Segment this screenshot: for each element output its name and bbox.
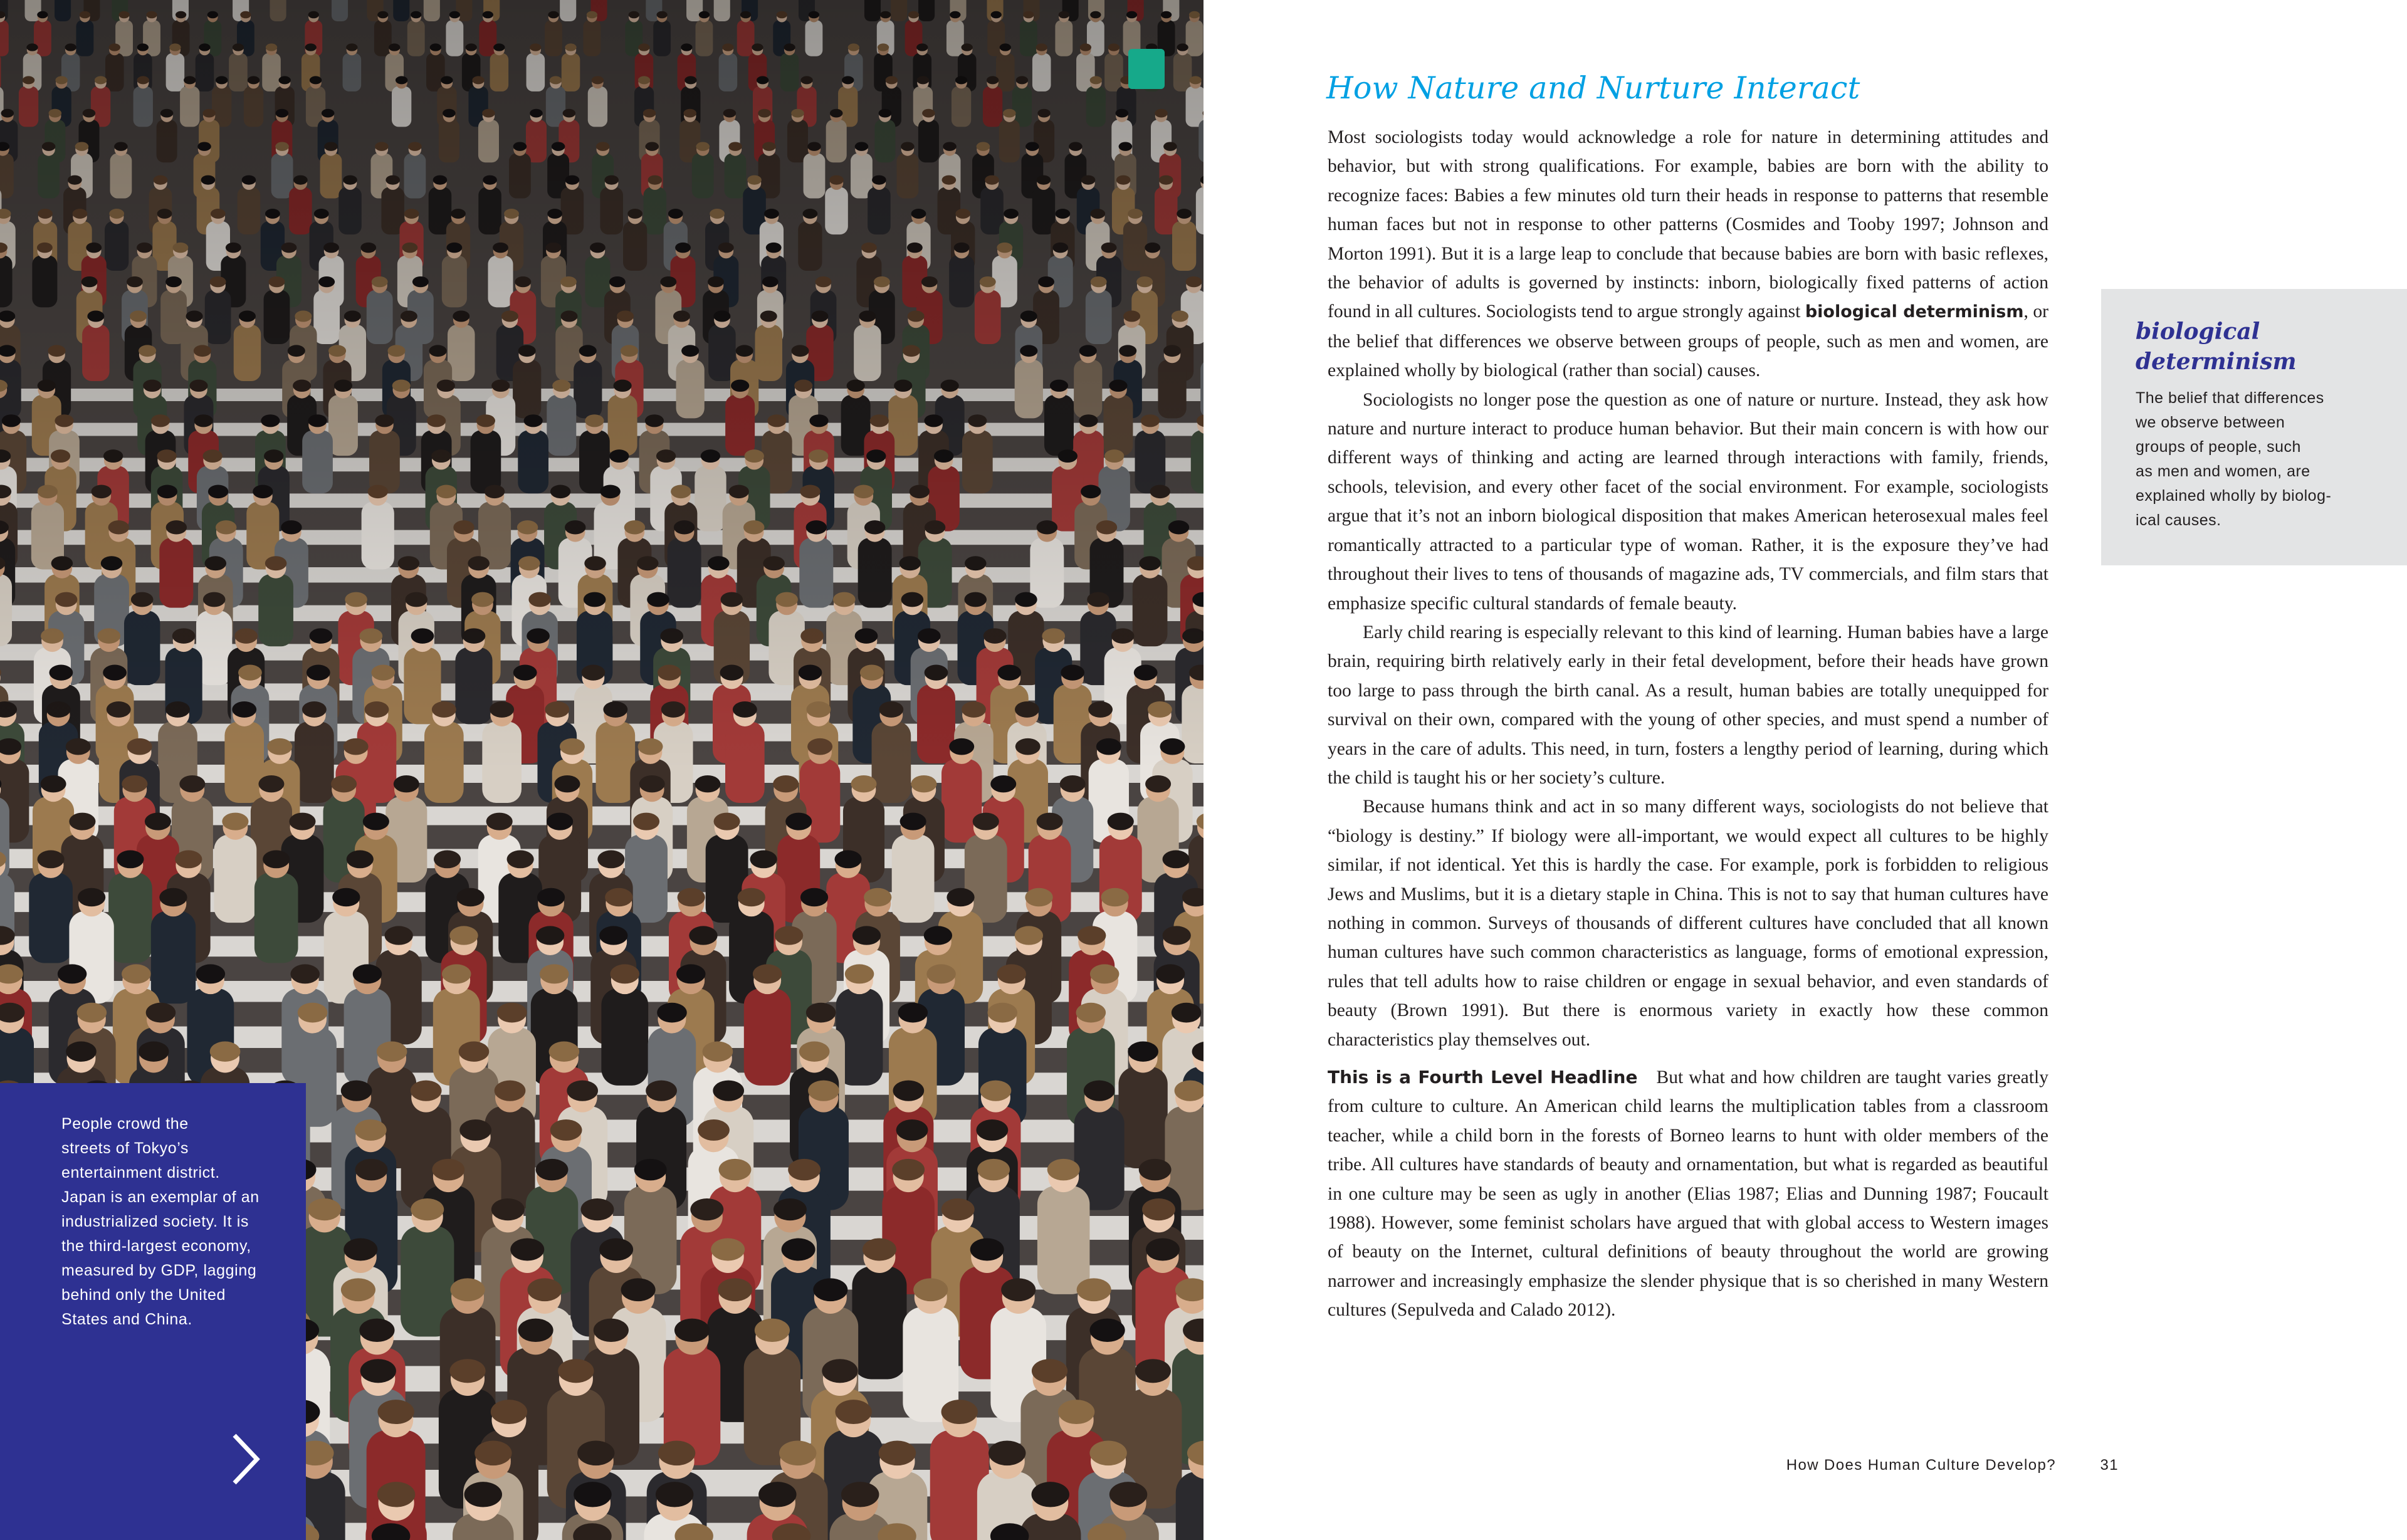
fourth-level-headline: This is a Fourth Level Headline	[1328, 1067, 1638, 1087]
paragraph-1-lead: Most sociologists today would acknowledge a role for nature in determining attitudes and behavior, but with strong qualifications. For example, babies are born with the ability to recognize faces: Babies a few minutes old turn their heads in response to patterns that resemble human faces but not in response to other patterns (Cosmides and Tooby 1997; Johnson and Morton 1991). But it is a large leap to conclude that because babies are born with basic reflexes, the behavior of adults is governed by instincts: inborn, biologically fixed patterns of action found in all cultures. Sociologists tend to argue strongly against	[1328, 127, 2048, 322]
running-title: How Does Human Culture Develop?	[1786, 1457, 2056, 1474]
glossary-sidebar	[2101, 289, 2407, 565]
page-number: 31	[2100, 1457, 2119, 1474]
key-term: biological determinism	[1805, 302, 2024, 322]
paragraph-5-text: But what and how children are taught varies greatly from culture to culture. An American child learns the multiplication tables from a classroom teacher, while a child born in the forests of Borneo learns to hunt with older members of the tribe. All cultures have standards of beauty and ornamentation, but what is regarded as beautiful in one culture may be seen as ugly in another (Elias 1987; Elias and Dunning 1987; Foucault 1988). However, some feminist scholars have argued that with global access to Western images of beauty on the Internet, cultural definitions of beauty throughout the world are growing narrower and increasingly emphasize the slender physique that is so cherished in many Western cultures (Sepulveda and Calado 2012).	[1328, 1067, 2048, 1321]
paragraph-2: Sociologists no longer pose the question as one of nature or nurture. Instead, they ask how nature and nurture interact to produce human behavior. But their main concern is with how our different ways of thinking and acting are learned through interactions with family, friends, schools, television, and every other facet of the social environment. For example, sociologists argue that it’s not an inborn biological disposition that makes American heterosexual males feel romantically attracted to a particular type of woman. Rather, it is the exposure they’ve had throughout their lives to tens of thousands of magazine ads, TV commercials, and film stars that emphasize specific cultural standards of female beauty.	[1328, 389, 2048, 614]
paragraph-1	[1328, 123, 2048, 385]
pedestrian-signal	[1128, 49, 1165, 89]
body-text	[1328, 123, 2048, 1325]
section-heading: How Nature and Nurture Interact	[1326, 70, 1860, 106]
paragraph-1-tail: , or the belief that differences we observe between groups of people, such as men and women, are explained wholly by biological (rather than social) causes.	[1328, 301, 2049, 381]
paragraph-4: Because humans think and act in so many different ways, sociologists do not believe that “biology is destiny.” If biology were all-important, we would expect all cultures to be highly similar, if not identical. Yet this is hardly the case. For example, pork is forbidden to religious Jews and Muslims, but it is a dietary staple in China. This is not to say that human cultures have nothing in common. Surveys of thousands of different cultures have concluded that all known human cultures have such common characteristics as language, forms of emotional expression, rules that tell adults how to raise children or engage in sexual behavior, and even standards of beauty (Brown 1991). But there is enormous variety in exactly how these common characteristics play themselves out.	[1328, 797, 2048, 1050]
chevron-right-icon[interactable]	[231, 1433, 262, 1485]
photo-caption: People crowd the streets of Tokyo’s entertainment district. Japan is an exemplar of an industrialized society. It is the third-largest economy, measured by GDP, lagging behind only the United States and China.	[61, 1115, 260, 1328]
glossary-term: biological determinism	[2136, 318, 2297, 375]
paragraph-5	[1328, 1063, 2048, 1325]
paragraph-3: Early child rearing is especially relevant to this kind of learning. Human babies have a large brain, requiring birth relatively early in their fetal development, before their heads have grown too large to pass through the birth canal. As a result, human babies are totally unequipped for survival on their own, compared with the young of other species, and must spend a number of years in the care of adults. This need, in turn, fosters a lengthy period of learning, during which the child is taught his or her society’s culture.	[1328, 622, 2048, 788]
photo-caption-box	[0, 1083, 306, 1540]
glossary-definition: The belief that differences we observe between groups of people, such as men and women, are explained wholly by biolog- ical causes.	[2136, 389, 2332, 529]
